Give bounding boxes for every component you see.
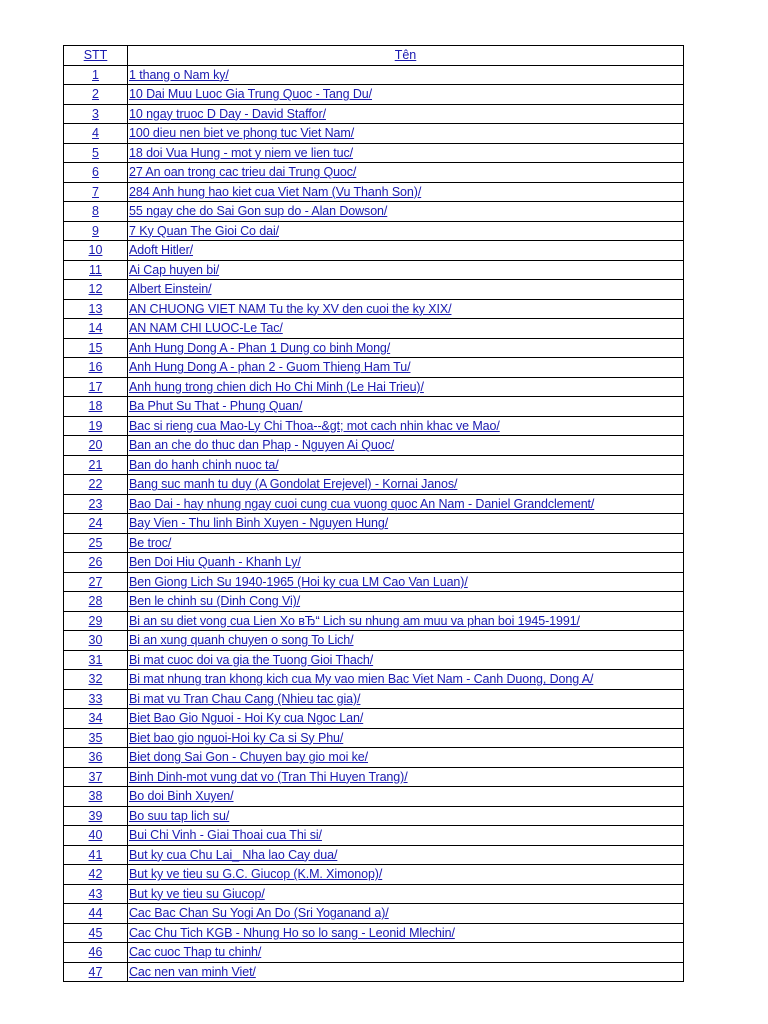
stt-link[interactable]: 26: [88, 555, 103, 570]
stt-link[interactable]: 45: [88, 925, 103, 940]
title-cell[interactable]: [128, 787, 684, 807]
stt-cell[interactable]: [64, 650, 128, 670]
stt-cell[interactable]: [64, 709, 128, 729]
title-cell[interactable]: [128, 319, 684, 339]
stt-cell[interactable]: [64, 397, 128, 417]
book-list-table: [63, 45, 684, 982]
stt-link[interactable]: 40: [88, 828, 103, 843]
title-link[interactable]: Biet bao gio nguoi-Hoi ky Ca si Sy Phu/: [129, 730, 344, 745]
stt-link[interactable]: 27: [88, 574, 103, 589]
title-link[interactable]: Bi mat cuoc doi va gia the Tuong Gioi Thach/: [129, 652, 374, 667]
title-cell[interactable]: [128, 436, 684, 456]
title-link[interactable]: Bac si rieng cua Mao-Ly Chi Thoa--&gt; mot cach nhin khac ve Mao/: [129, 418, 500, 433]
table-row: [64, 455, 684, 475]
title-cell[interactable]: [128, 124, 684, 144]
header-ten[interactable]: [128, 46, 684, 66]
title-cell[interactable]: [128, 533, 684, 553]
title-link[interactable]: AN NAM CHI LUOC-Le Tac/: [129, 321, 283, 336]
stt-cell[interactable]: [64, 533, 128, 553]
table-row: [64, 806, 684, 826]
title-cell[interactable]: [128, 826, 684, 846]
stt-cell[interactable]: [64, 241, 128, 261]
title-link[interactable]: Ban an che do thuc dan Phap - Nguyen Ai Quoc/: [129, 438, 395, 453]
title-link[interactable]: Ben Doi Hiu Quanh - Khanh Ly/: [129, 555, 301, 570]
stt-link[interactable]: 17: [88, 379, 103, 394]
stt-cell[interactable]: [64, 221, 128, 241]
table-row: [64, 241, 684, 261]
stt-cell[interactable]: [64, 962, 128, 982]
title-cell[interactable]: [128, 104, 684, 124]
table-row: [64, 592, 684, 612]
title-link[interactable]: But ky cua Chu Lai_ Nha lao Cay dua/: [129, 847, 338, 862]
table-row: [64, 124, 684, 144]
stt-cell[interactable]: [64, 572, 128, 592]
table-row: [64, 397, 684, 417]
title-link[interactable]: 27 An oan trong cac trieu dai Trung Quoc/: [129, 165, 357, 180]
stt-link[interactable]: 19: [88, 418, 103, 433]
stt-cell[interactable]: [64, 319, 128, 339]
title-link[interactable]: 55 ngay che do Sai Gon sup do - Alan Dowson/: [129, 204, 388, 219]
stt-cell[interactable]: [64, 202, 128, 222]
stt-link[interactable]: 14: [88, 321, 103, 336]
title-cell[interactable]: [128, 806, 684, 826]
stt-link[interactable]: 24: [88, 516, 103, 531]
table-row: [64, 533, 684, 553]
stt-cell[interactable]: [64, 85, 128, 105]
stt-cell[interactable]: [64, 943, 128, 963]
table-row: [64, 299, 684, 319]
table-row: [64, 436, 684, 456]
table-row: [64, 670, 684, 690]
title-link[interactable]: Bay Vien - Thu linh Binh Xuyen - Nguyen Hung/: [129, 516, 389, 531]
title-cell[interactable]: [128, 260, 684, 280]
table-row: [64, 85, 684, 105]
stt-cell[interactable]: [64, 670, 128, 690]
title-cell[interactable]: [128, 572, 684, 592]
title-cell[interactable]: [128, 241, 684, 261]
title-link[interactable]: Ben Giong Lich Su 1940-1965 (Hoi ky cua LM Cao Van Luan)/: [129, 574, 468, 589]
title-cell[interactable]: [128, 377, 684, 397]
stt-link[interactable]: 16: [88, 360, 103, 375]
stt-link[interactable]: 42: [88, 867, 103, 882]
title-link[interactable]: Cac nen van minh Viet/: [129, 964, 256, 979]
title-cell[interactable]: [128, 455, 684, 475]
table-row: [64, 514, 684, 534]
title-cell[interactable]: [128, 670, 684, 690]
table-row: [64, 104, 684, 124]
table-row: [64, 787, 684, 807]
stt-cell[interactable]: [64, 923, 128, 943]
stt-cell[interactable]: [64, 884, 128, 904]
table-row: [64, 377, 684, 397]
title-cell[interactable]: [128, 592, 684, 612]
title-cell[interactable]: [128, 962, 684, 982]
table-row: [64, 767, 684, 787]
header-row: [64, 46, 684, 66]
stt-cell[interactable]: [64, 260, 128, 280]
stt-link[interactable]: 28: [88, 594, 103, 609]
title-link[interactable]: Ben le chinh su (Dinh Cong Vi)/: [129, 594, 301, 609]
stt-cell[interactable]: [64, 787, 128, 807]
title-link[interactable]: Ban do hanh chinh nuoc ta/: [129, 457, 279, 472]
title-link[interactable]: Bi an su diet vong cua Lien Xo вЂ“ Lich su nhung am muu va phan boi 1945-1991/: [129, 613, 580, 628]
stt-link[interactable]: 47: [88, 964, 103, 979]
stt-cell[interactable]: [64, 163, 128, 183]
title-cell[interactable]: [128, 475, 684, 495]
table-row: [64, 865, 684, 885]
title-cell[interactable]: [128, 202, 684, 222]
stt-link[interactable]: 36: [88, 750, 103, 765]
stt-cell[interactable]: [64, 65, 128, 85]
table-row: [64, 572, 684, 592]
stt-link[interactable]: 46: [88, 945, 103, 960]
title-link[interactable]: Bang suc manh tu duy (A Gondolat Erejevel) - Kornai Janos/: [129, 477, 458, 492]
table-row: [64, 943, 684, 963]
title-link[interactable]: But ky ve tieu su G.C. Giucop (K.M. Ximonop)/: [129, 867, 383, 882]
stt-link[interactable]: 35: [88, 730, 103, 745]
table-row: [64, 689, 684, 709]
title-cell[interactable]: [128, 767, 684, 787]
title-link[interactable]: Bo suu tap lich su/: [129, 808, 230, 823]
title-cell[interactable]: [128, 845, 684, 865]
stt-cell[interactable]: [64, 143, 128, 163]
table-row: [64, 962, 684, 982]
title-link[interactable]: 100 dieu nen biet ve phong tuc Viet Nam/: [129, 126, 355, 141]
title-cell[interactable]: [128, 143, 684, 163]
table-row: [64, 416, 684, 436]
title-cell[interactable]: [128, 611, 684, 631]
title-link[interactable]: 284 Anh hung hao kiet cua Viet Nam (Vu Thanh Son)/: [129, 184, 422, 199]
title-cell[interactable]: [128, 299, 684, 319]
table-body: [64, 65, 684, 982]
title-link[interactable]: Biet Bao Gio Nguoi - Hoi Ky cua Ngoc Lan/: [129, 711, 364, 726]
table-row: [64, 338, 684, 358]
stt-link[interactable]: 11: [89, 262, 102, 277]
table-row: [64, 202, 684, 222]
table-row: [64, 163, 684, 183]
stt-link[interactable]: 23: [88, 496, 103, 511]
stt-link[interactable]: 4: [92, 126, 99, 141]
header-stt-label[interactable]: STT: [83, 48, 108, 63]
stt-link[interactable]: 9: [92, 223, 99, 238]
title-cell[interactable]: [128, 709, 684, 729]
title-link[interactable]: 10 ngay truoc D Day - David Staffor/: [129, 106, 326, 121]
title-cell[interactable]: [128, 748, 684, 768]
title-cell[interactable]: [128, 689, 684, 709]
stt-cell[interactable]: [64, 182, 128, 202]
title-cell[interactable]: [128, 494, 684, 514]
stt-cell[interactable]: [64, 338, 128, 358]
stt-link[interactable]: 6: [92, 165, 99, 180]
title-link[interactable]: 1 thang o Nam ky/: [129, 67, 229, 82]
title-link[interactable]: Binh Dinh-mot vung dat vo (Tran Thi Huyen Trang)/: [129, 769, 408, 784]
title-cell[interactable]: [128, 514, 684, 534]
table-row: [64, 319, 684, 339]
stt-link[interactable]: 31: [88, 652, 103, 667]
title-link[interactable]: Anh Hung Dong A - phan 2 - Guom Thieng Ham Tu/: [129, 360, 411, 375]
stt-link[interactable]: 30: [88, 633, 103, 648]
stt-cell[interactable]: [64, 592, 128, 612]
title-link[interactable]: Be troc/: [129, 535, 172, 550]
table-row: [64, 923, 684, 943]
stt-cell[interactable]: [64, 553, 128, 573]
stt-link[interactable]: 34: [88, 711, 103, 726]
title-link[interactable]: Anh hung trong chien dich Ho Chi Minh (Le Hai Trieu)/: [129, 379, 424, 394]
header-ten-label[interactable]: Tên: [394, 48, 417, 63]
stt-cell[interactable]: [64, 689, 128, 709]
stt-link[interactable]: 18: [88, 399, 103, 414]
title-link[interactable]: 10 Dai Muu Luoc Gia Trung Quoc - Tang Du/: [129, 87, 373, 102]
title-link[interactable]: 18 doi Vua Hung - mot y niem ve lien tuc/: [129, 145, 354, 160]
title-cell[interactable]: [128, 163, 684, 183]
title-cell[interactable]: [128, 338, 684, 358]
table-row: [64, 826, 684, 846]
title-link[interactable]: Cac cuoc Thap tu chinh/: [129, 945, 262, 960]
stt-link[interactable]: 15: [88, 340, 103, 355]
title-cell[interactable]: [128, 650, 684, 670]
table-row: [64, 845, 684, 865]
stt-cell[interactable]: [64, 280, 128, 300]
title-link[interactable]: Bao Dai - hay nhung ngay cuoi cung cua vuong quoc An Nam - Daniel Grandclement/: [129, 496, 595, 511]
title-cell[interactable]: [128, 358, 684, 378]
stt-link[interactable]: 10: [88, 243, 103, 258]
title-link[interactable]: Biet dong Sai Gon - Chuyen bay gio moi ke/: [129, 750, 368, 765]
stt-link[interactable]: 1: [92, 67, 99, 82]
stt-cell[interactable]: [64, 748, 128, 768]
stt-cell[interactable]: [64, 104, 128, 124]
title-link[interactable]: Ba Phut Su That - Phung Quan/: [129, 399, 303, 414]
stt-link[interactable]: 7: [92, 184, 99, 199]
stt-link[interactable]: 25: [88, 535, 103, 550]
stt-link[interactable]: 29: [88, 613, 103, 628]
title-cell[interactable]: [128, 65, 684, 85]
stt-cell[interactable]: [64, 124, 128, 144]
title-cell[interactable]: [128, 884, 684, 904]
title-cell[interactable]: [128, 221, 684, 241]
table-row: [64, 494, 684, 514]
title-link[interactable]: Cac Chu Tich KGB - Nhung Ho so lo sang - Leonid Mlechin/: [129, 925, 455, 940]
stt-link[interactable]: 38: [88, 789, 103, 804]
stt-link[interactable]: 12: [88, 282, 103, 297]
table-row: [64, 748, 684, 768]
stt-cell[interactable]: [64, 494, 128, 514]
stt-link[interactable]: 39: [88, 808, 103, 823]
title-cell[interactable]: [128, 865, 684, 885]
table-row: [64, 358, 684, 378]
table-row: [64, 475, 684, 495]
table-row: [64, 221, 684, 241]
stt-link[interactable]: 2: [92, 87, 99, 102]
stt-cell[interactable]: [64, 377, 128, 397]
table-row: [64, 260, 684, 280]
stt-link[interactable]: 37: [88, 769, 103, 784]
title-link[interactable]: Bi mat nhung tran khong kich cua My vao mien Bac Viet Nam - Canh Duong, Dong A/: [129, 672, 594, 687]
title-link[interactable]: Bi mat vu Tran Chau Cang (Nhieu tac gia)/: [129, 691, 361, 706]
stt-link[interactable]: 32: [88, 672, 103, 687]
stt-cell[interactable]: [64, 728, 128, 748]
table-row: [64, 904, 684, 924]
stt-cell[interactable]: [64, 299, 128, 319]
table-row: [64, 280, 684, 300]
stt-cell[interactable]: [64, 416, 128, 436]
title-link[interactable]: Bi an xung quanh chuyen o song To Lich/: [129, 633, 354, 648]
title-cell[interactable]: [128, 85, 684, 105]
title-link[interactable]: Bo doi Binh Xuyen/: [129, 789, 234, 804]
stt-cell[interactable]: [64, 475, 128, 495]
title-link[interactable]: AN CHUONG VIET NAM Tu the ky XV den cuoi the ky XIX/: [129, 301, 452, 316]
header-stt[interactable]: [64, 46, 128, 66]
title-link[interactable]: Albert Einstein/: [129, 282, 212, 297]
stt-cell[interactable]: [64, 865, 128, 885]
stt-link[interactable]: 5: [92, 145, 99, 160]
table-row: [64, 611, 684, 631]
stt-cell[interactable]: [64, 767, 128, 787]
stt-cell[interactable]: [64, 611, 128, 631]
title-cell[interactable]: [128, 182, 684, 202]
stt-cell[interactable]: [64, 845, 128, 865]
stt-link[interactable]: 13: [88, 301, 103, 316]
title-link[interactable]: Ai Cap huyen bi/: [129, 262, 220, 277]
title-cell[interactable]: [128, 280, 684, 300]
title-cell[interactable]: [128, 728, 684, 748]
stt-cell[interactable]: [64, 455, 128, 475]
title-cell[interactable]: [128, 631, 684, 651]
stt-link[interactable]: 44: [88, 906, 103, 921]
stt-cell[interactable]: [64, 806, 128, 826]
title-cell[interactable]: [128, 904, 684, 924]
table-row: [64, 728, 684, 748]
title-cell[interactable]: [128, 943, 684, 963]
title-link[interactable]: Bui Chi Vinh - Giai Thoai cua Thi si/: [129, 828, 322, 843]
table-row: [64, 884, 684, 904]
stt-link[interactable]: 8: [92, 204, 99, 219]
table-row: [64, 709, 684, 729]
table-row: [64, 143, 684, 163]
title-link[interactable]: Cac Bac Chan Su Yogi An Do (Sri Yoganand a)/: [129, 906, 389, 921]
title-link[interactable]: But ky ve tieu su Giucop/: [129, 886, 265, 901]
title-cell[interactable]: [128, 923, 684, 943]
title-cell[interactable]: [128, 397, 684, 417]
table-row: [64, 182, 684, 202]
table-row: [64, 553, 684, 573]
stt-cell[interactable]: [64, 436, 128, 456]
table-row: [64, 631, 684, 651]
stt-cell[interactable]: [64, 904, 128, 924]
stt-link[interactable]: 20: [88, 438, 103, 453]
title-link[interactable]: Anh Hung Dong A - Phan 1 Dung co binh Mong/: [129, 340, 391, 355]
table-row: [64, 65, 684, 85]
title-cell[interactable]: [128, 553, 684, 573]
stt-link[interactable]: 43: [88, 886, 103, 901]
stt-link[interactable]: 3: [92, 106, 99, 121]
stt-link[interactable]: 41: [88, 847, 103, 862]
stt-link[interactable]: 22: [88, 477, 103, 492]
stt-cell[interactable]: [64, 631, 128, 651]
spreadsheet-sheet: [63, 45, 683, 982]
stt-cell[interactable]: [64, 358, 128, 378]
table-row: [64, 650, 684, 670]
stt-link[interactable]: 33: [88, 691, 103, 706]
title-link[interactable]: 7 Ky Quan The Gioi Co dai/: [129, 223, 280, 238]
title-link[interactable]: Adoft Hitler/: [129, 243, 194, 258]
stt-link[interactable]: 21: [88, 457, 103, 472]
title-cell[interactable]: [128, 416, 684, 436]
stt-cell[interactable]: [64, 514, 128, 534]
stt-cell[interactable]: [64, 826, 128, 846]
